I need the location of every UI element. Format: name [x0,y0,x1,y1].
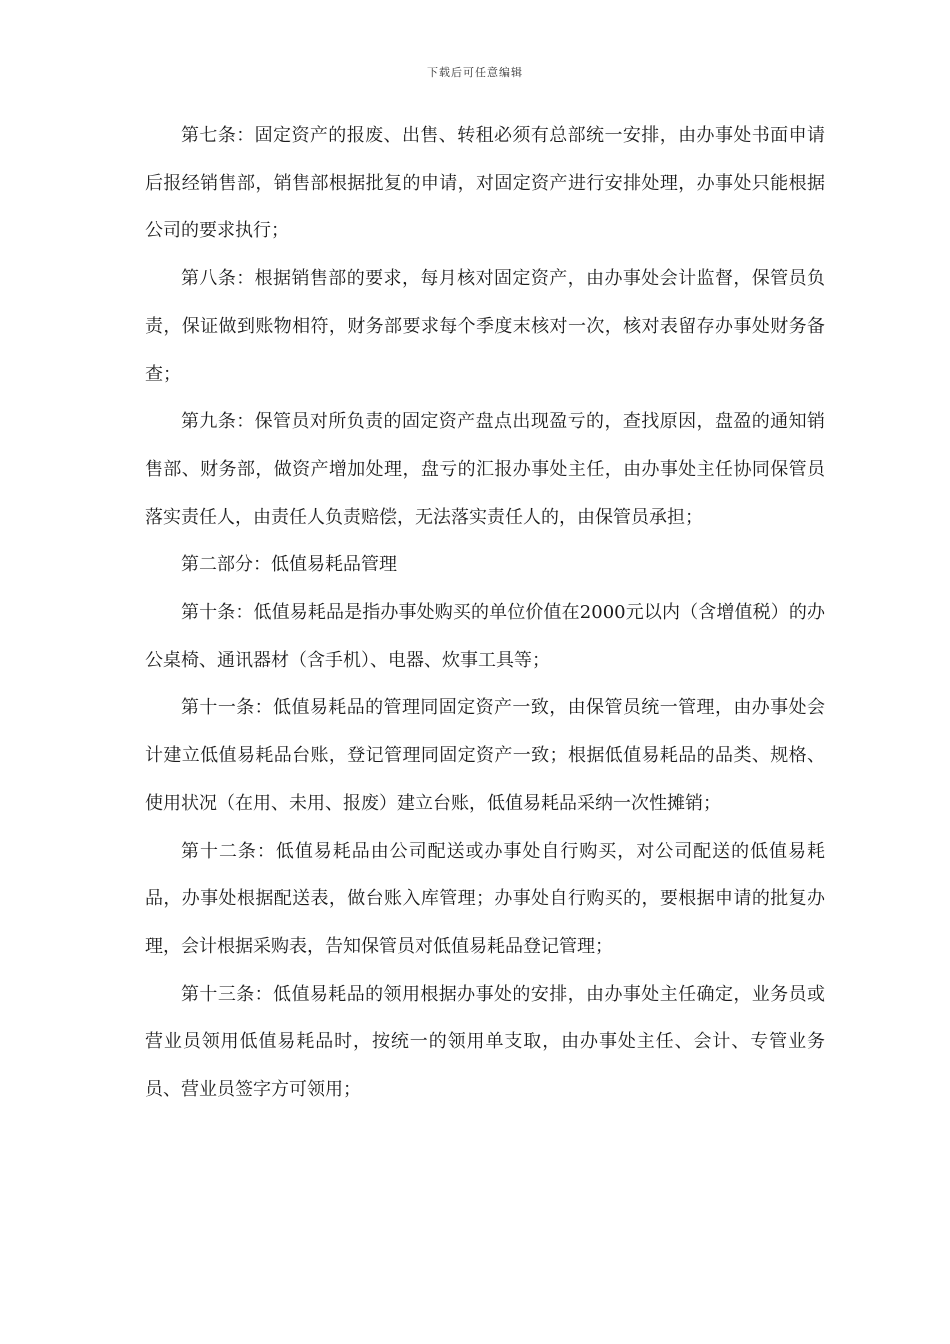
document-body [145,112,825,1114]
section-heading: 第二部分：低值易耗品管理 [181,554,397,576]
article-9-paragraph: 第九条：保管员对所负责的固定资产盘点出现盈亏的，查找原因，盘盈的通知销售部、财务部，做资产增加处理，盘亏的汇报办事处主任，由办事处主任协同保管员落实责任人，由责任人负责赔偿，无法落实责任人的，由保管员承担； [145,411,825,528]
article-8-paragraph: 第八条：根据销售部的要求，每月核对固定资产，由办事处会计监督，保管员负责，保证做到账物相符，财务部要求每个季度末核对一次，核对表留存办事处财务备查； [145,268,825,385]
article-11-paragraph: 第十一条：低值易耗品的管理同固定资产一致，由保管员统一管理，由办事处会计建立低值易耗品台账，登记管理同固定资产一致；根据低值易耗品的品类、规格、使用状况（在用、未用、报废）建立台账，低值易耗品采纳一次性摊销； [145,697,825,814]
article-13-paragraph: 第十三条：低值易耗品的领用根据办事处的安排，由办事处主任确定，业务员或营业员领用低值易耗品时，按统一的领用单支取，由办事处主任、会计、专管业务员、营业员签字方可领用； [145,983,825,1101]
article-10-paragraph: 第十条：低值易耗品是指办事处购买的单位价值在2000元以内（含增值税）的办公桌椅、通讯器材（含手机）、电器、炊事工具等； [145,602,825,671]
page-header: 下载后可任意编辑 [427,66,523,79]
article-12-paragraph: 第十二条：低值易耗品由公司配送或办事处自行购买，对公司配送的低值易耗品，办事处根据配送表，做台账入库管理；办事处自行购买的，要根据申请的批复办理，会计根据采购表，告知保管员对低值易耗品登记管理； [145,840,825,957]
article-7-paragraph: 第七条：固定资产的报废、出售、转租必须有总部统一安排，由办事处书面申请后报经销售部，销售部根据批复的申请，对固定资产进行安排处理，办事处只能根据公司的要求执行； [145,125,825,242]
